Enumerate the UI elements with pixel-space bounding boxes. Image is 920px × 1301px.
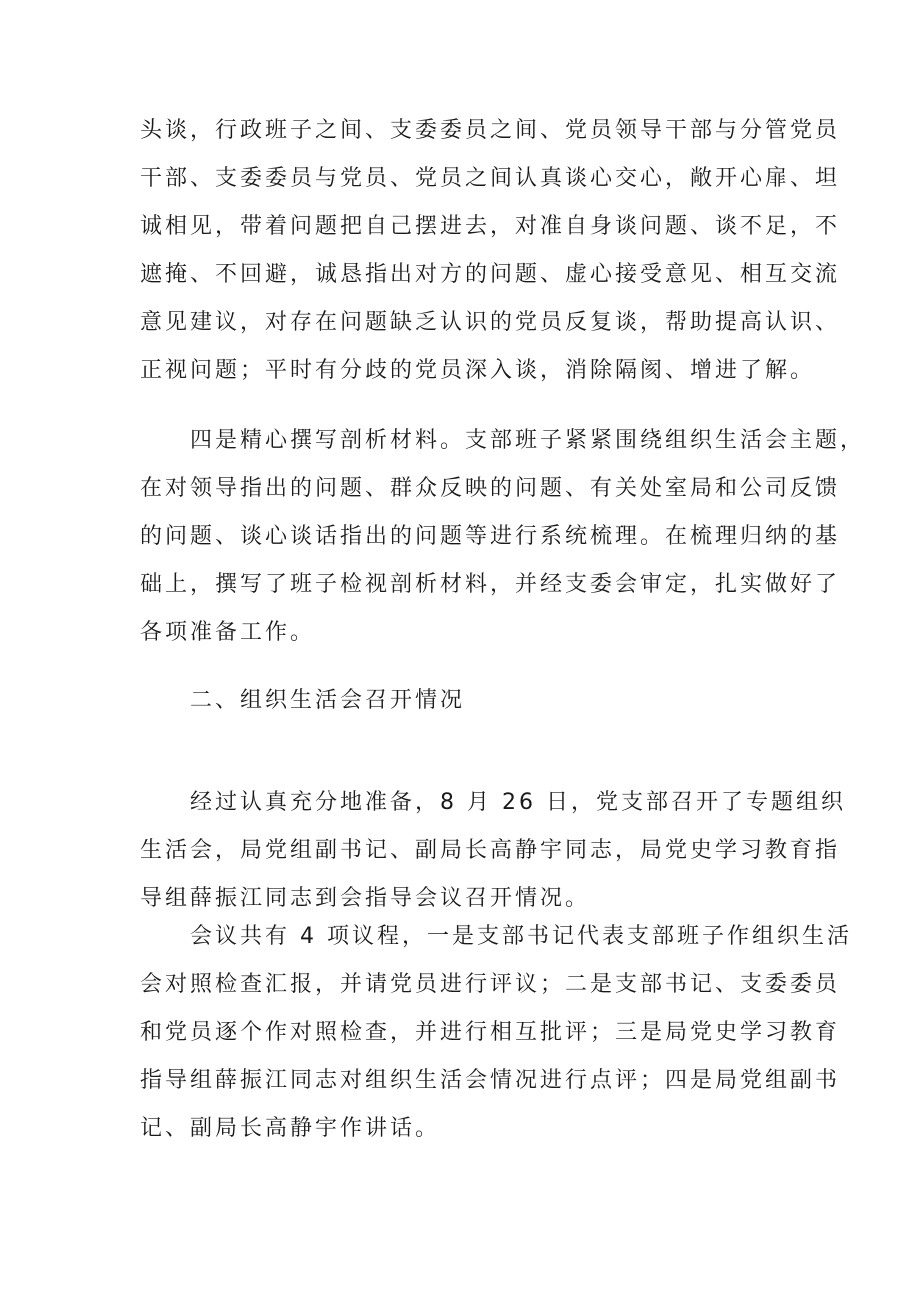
text-line: 意见建议，对存在问题缺乏认识的党员反复谈，帮助提高认识、: [140, 310, 841, 335]
text-line: 各项准备工作。: [140, 620, 316, 645]
text-line: 导组薛振江同志到会指导会议召开情况。: [140, 886, 591, 911]
text-line: 在对领导指出的问题、群众反映的问题、有关处室局和公司反馈: [140, 476, 841, 501]
text-line: 的问题、谈心谈话指出的问题等进行系统梳理。在梳理归纳的基: [140, 524, 841, 549]
section-two-heading: 二、组织生活会召开情况: [190, 688, 466, 713]
paragraph-point-four: [140, 417, 866, 657]
text-line: 指导组薛振江同志对组织生活会情况进行点评；四是局党组副书: [140, 1068, 841, 1093]
text-line: 生活会，局党组副书记、副局长高静宇同志，局党史学习教育指: [140, 838, 841, 863]
section-heading: [140, 677, 800, 725]
text-line: 四是精心撰写剖析材料。支部班子紧紧围绕组织生活会主题，: [190, 428, 866, 453]
text-line: 遮掩、不回避，诚恳指出对方的问题、虚心接受意见、相互交流: [140, 262, 841, 287]
text-line: 诚相见，带着问题把自己摆进去，对准自身谈问题、谈不足，不: [140, 214, 841, 239]
text-line: 和党员逐个作对照检查，并进行相互批评；三是局党史学习教育: [140, 1020, 841, 1045]
text-line: 础上，撰写了班子检视剖析材料，并经支委会审定，扎实做好了: [140, 572, 841, 597]
paragraph-meeting-agenda: [140, 913, 852, 1153]
text-line: 头谈，行政班子之间、支委委员之间、党员领导干部与分管党员: [140, 118, 841, 143]
text-line: 会议共有 4 项议程，一是支部书记代表支部班子作组织生活: [190, 924, 852, 949]
paragraph-meeting-held: [140, 779, 846, 923]
text-line: 正视问题；平时有分歧的党员深入谈，消除隔阂、增进了解。: [140, 358, 816, 383]
text-line: 经过认真充分地准备，8 月 26 日，党支部召开了专题组织: [190, 790, 846, 815]
paragraph-heart-talks: [140, 107, 841, 395]
text-line: 干部、支委委员与党员、党员之间认真谈心交心，敞开心扉、坦: [140, 166, 841, 191]
text-line: 记、副局长高静宇作讲话。: [140, 1116, 441, 1141]
text-line: 会对照检查汇报，并请党员进行评议；二是支部书记、支委委员: [140, 972, 841, 997]
